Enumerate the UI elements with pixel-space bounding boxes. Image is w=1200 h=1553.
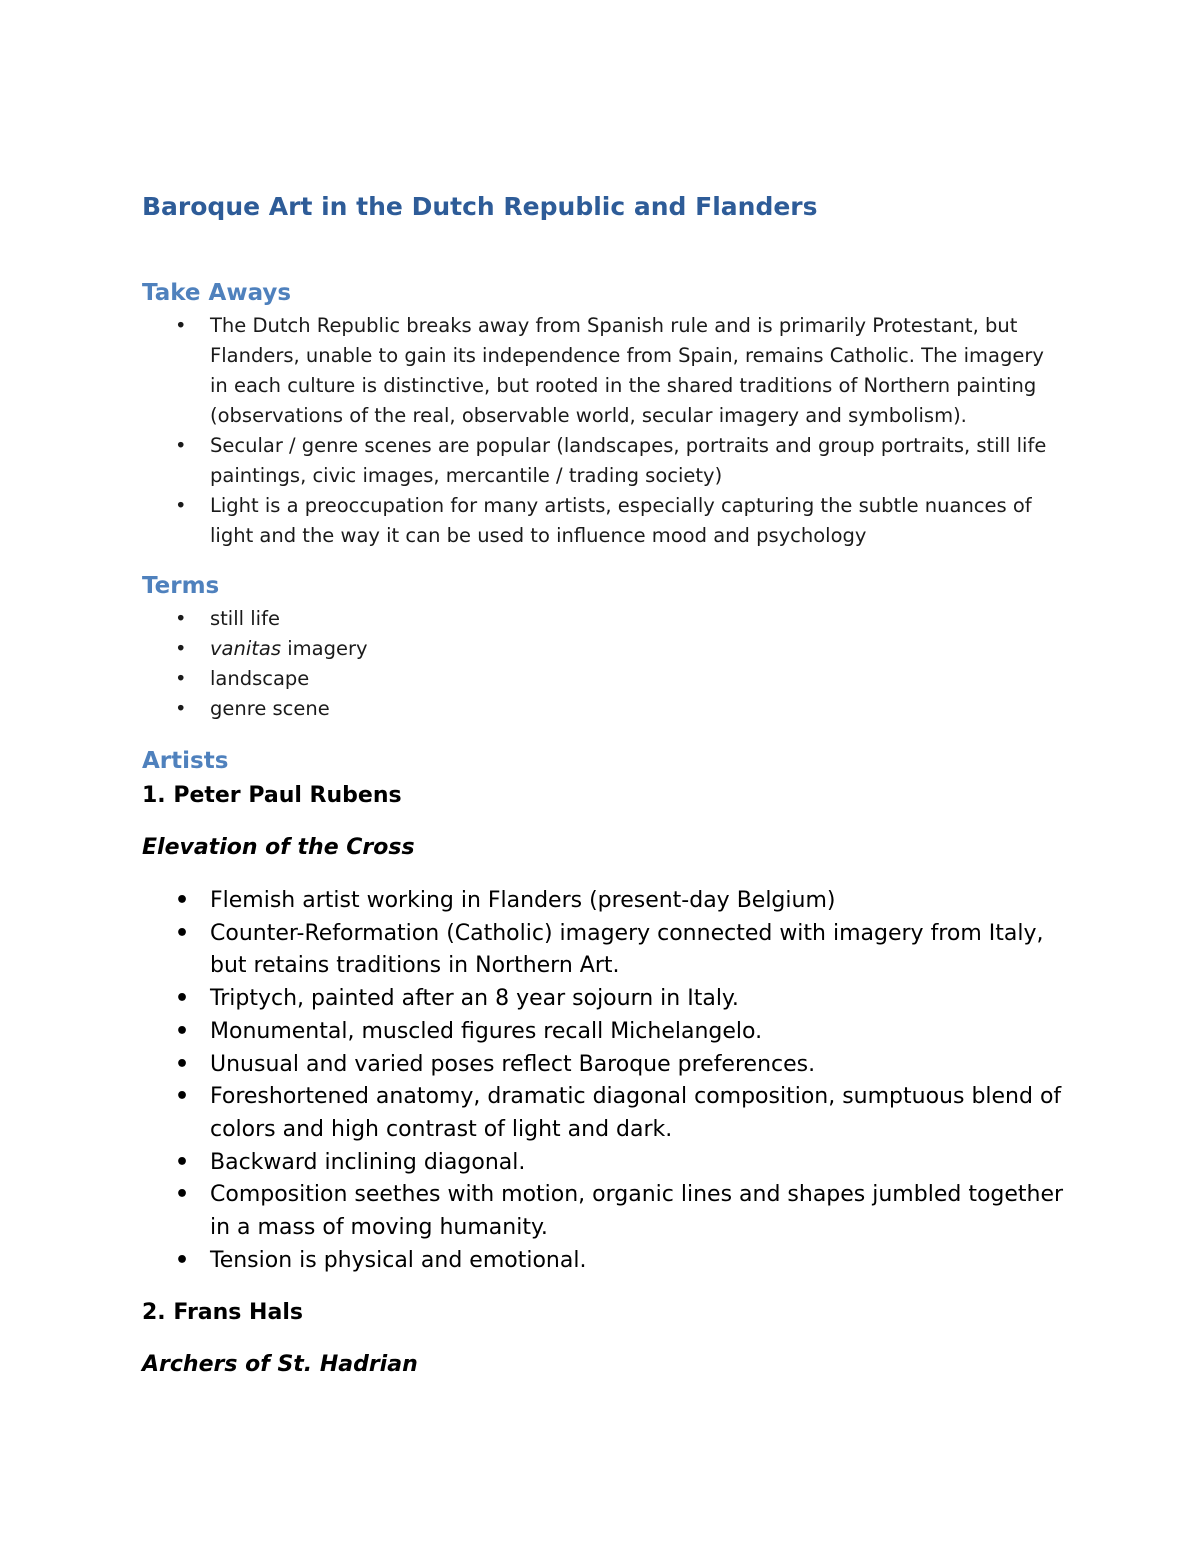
document-title: Baroque Art in the Dutch Republic and Flanders	[142, 192, 818, 221]
bullet-icon: •	[175, 607, 187, 630]
list-item	[142, 885, 1072, 918]
list-item	[142, 1147, 1072, 1180]
list-item	[142, 491, 1062, 551]
point-text: Counter-Reformation (Catholic) imagery connected with imagery from Italy, but retains traditions in Northern Art.	[210, 920, 1044, 979]
bullet-icon: •	[175, 986, 190, 1012]
bullet-icon: •	[175, 494, 187, 517]
bullet-icon: •	[175, 1247, 190, 1273]
artists-heading: Artists	[142, 748, 229, 774]
list-item	[142, 983, 1072, 1016]
list-item	[142, 694, 1062, 724]
bullet-icon: •	[175, 1018, 190, 1044]
takeaways-list	[142, 311, 1062, 551]
terms-list	[142, 604, 1062, 724]
list-item	[142, 1245, 1072, 1278]
bullet-icon: •	[175, 637, 187, 660]
point-text: Foreshortened anatomy, dramatic diagonal composition, sumptuous blend of colors and high contrast of light and dark.	[210, 1084, 1062, 1142]
artwork-title: Elevation of the Cross	[142, 835, 415, 860]
list-item	[142, 604, 1062, 634]
list-item	[142, 1081, 1072, 1146]
artist-name: 1. Peter Paul Rubens	[142, 783, 402, 808]
term-text: imagery	[281, 637, 368, 660]
bullet-icon: •	[175, 1084, 190, 1110]
term-text: still life	[210, 607, 280, 630]
bullet-icon: •	[175, 888, 190, 913]
point-text: Unusual and varied poses reflect Baroque preferences.	[210, 1051, 816, 1077]
bullet-icon: •	[175, 314, 187, 337]
point-text: Monumental, muscled figures recall Michelangelo.	[210, 1018, 763, 1044]
artwork-points-list	[142, 885, 1072, 1277]
bullet-icon: •	[175, 1051, 190, 1077]
takeaway-text: The Dutch Republic breaks away from Spanish rule and is primarily Protestant, but Flanders, unable to gain its independence from Spain, remains Catholic. The imagery in each culture is distinctive, but rooted in the shared traditions of Northern painting (observations of the real, observable world, secular imagery and symbolism).	[210, 314, 1044, 427]
takeaway-text: Secular / genre scenes are popular (landscapes, portraits and group portraits, still life paintings, civic images, mercantile / trading society)	[210, 434, 1047, 487]
list-item	[142, 311, 1062, 431]
term-text: landscape	[210, 667, 310, 690]
takeaway-text: Light is a preoccupation for many artists, especially capturing the subtle nuances of light and the way it can be used to influence mood and psychology	[210, 494, 1032, 547]
term-text: genre scene	[210, 697, 330, 720]
term-italic-text: vanitas	[210, 637, 282, 660]
bullet-icon: •	[175, 920, 190, 946]
takeaways-heading: Take Aways	[142, 280, 292, 306]
bullet-icon: •	[175, 697, 187, 720]
bullet-icon: •	[175, 1149, 190, 1175]
point-text: Triptych, painted after an 8 year sojourn in Italy.	[210, 986, 739, 1012]
list-item	[142, 1049, 1072, 1082]
point-text: Flemish artist working in Flanders (present-day Belgium)	[210, 888, 836, 913]
point-text: Backward inclining diagonal.	[210, 1149, 526, 1175]
artist-name: 2. Frans Hals	[142, 1300, 303, 1325]
bullet-icon: •	[175, 667, 187, 690]
list-item	[142, 1179, 1072, 1244]
list-item	[142, 664, 1062, 694]
list-item	[142, 431, 1062, 491]
artwork-title: Archers of St. Hadrian	[142, 1352, 418, 1377]
list-item	[142, 634, 1062, 664]
terms-heading: Terms	[142, 573, 220, 599]
bullet-icon: •	[175, 434, 187, 457]
list-item	[142, 1016, 1072, 1049]
list-item	[142, 918, 1072, 983]
point-text: Tension is physical and emotional.	[210, 1247, 587, 1273]
bullet-icon: •	[175, 1182, 190, 1208]
point-text: Composition seethes with motion, organic lines and shapes jumbled together in a mass of moving humanity.	[210, 1182, 1064, 1241]
